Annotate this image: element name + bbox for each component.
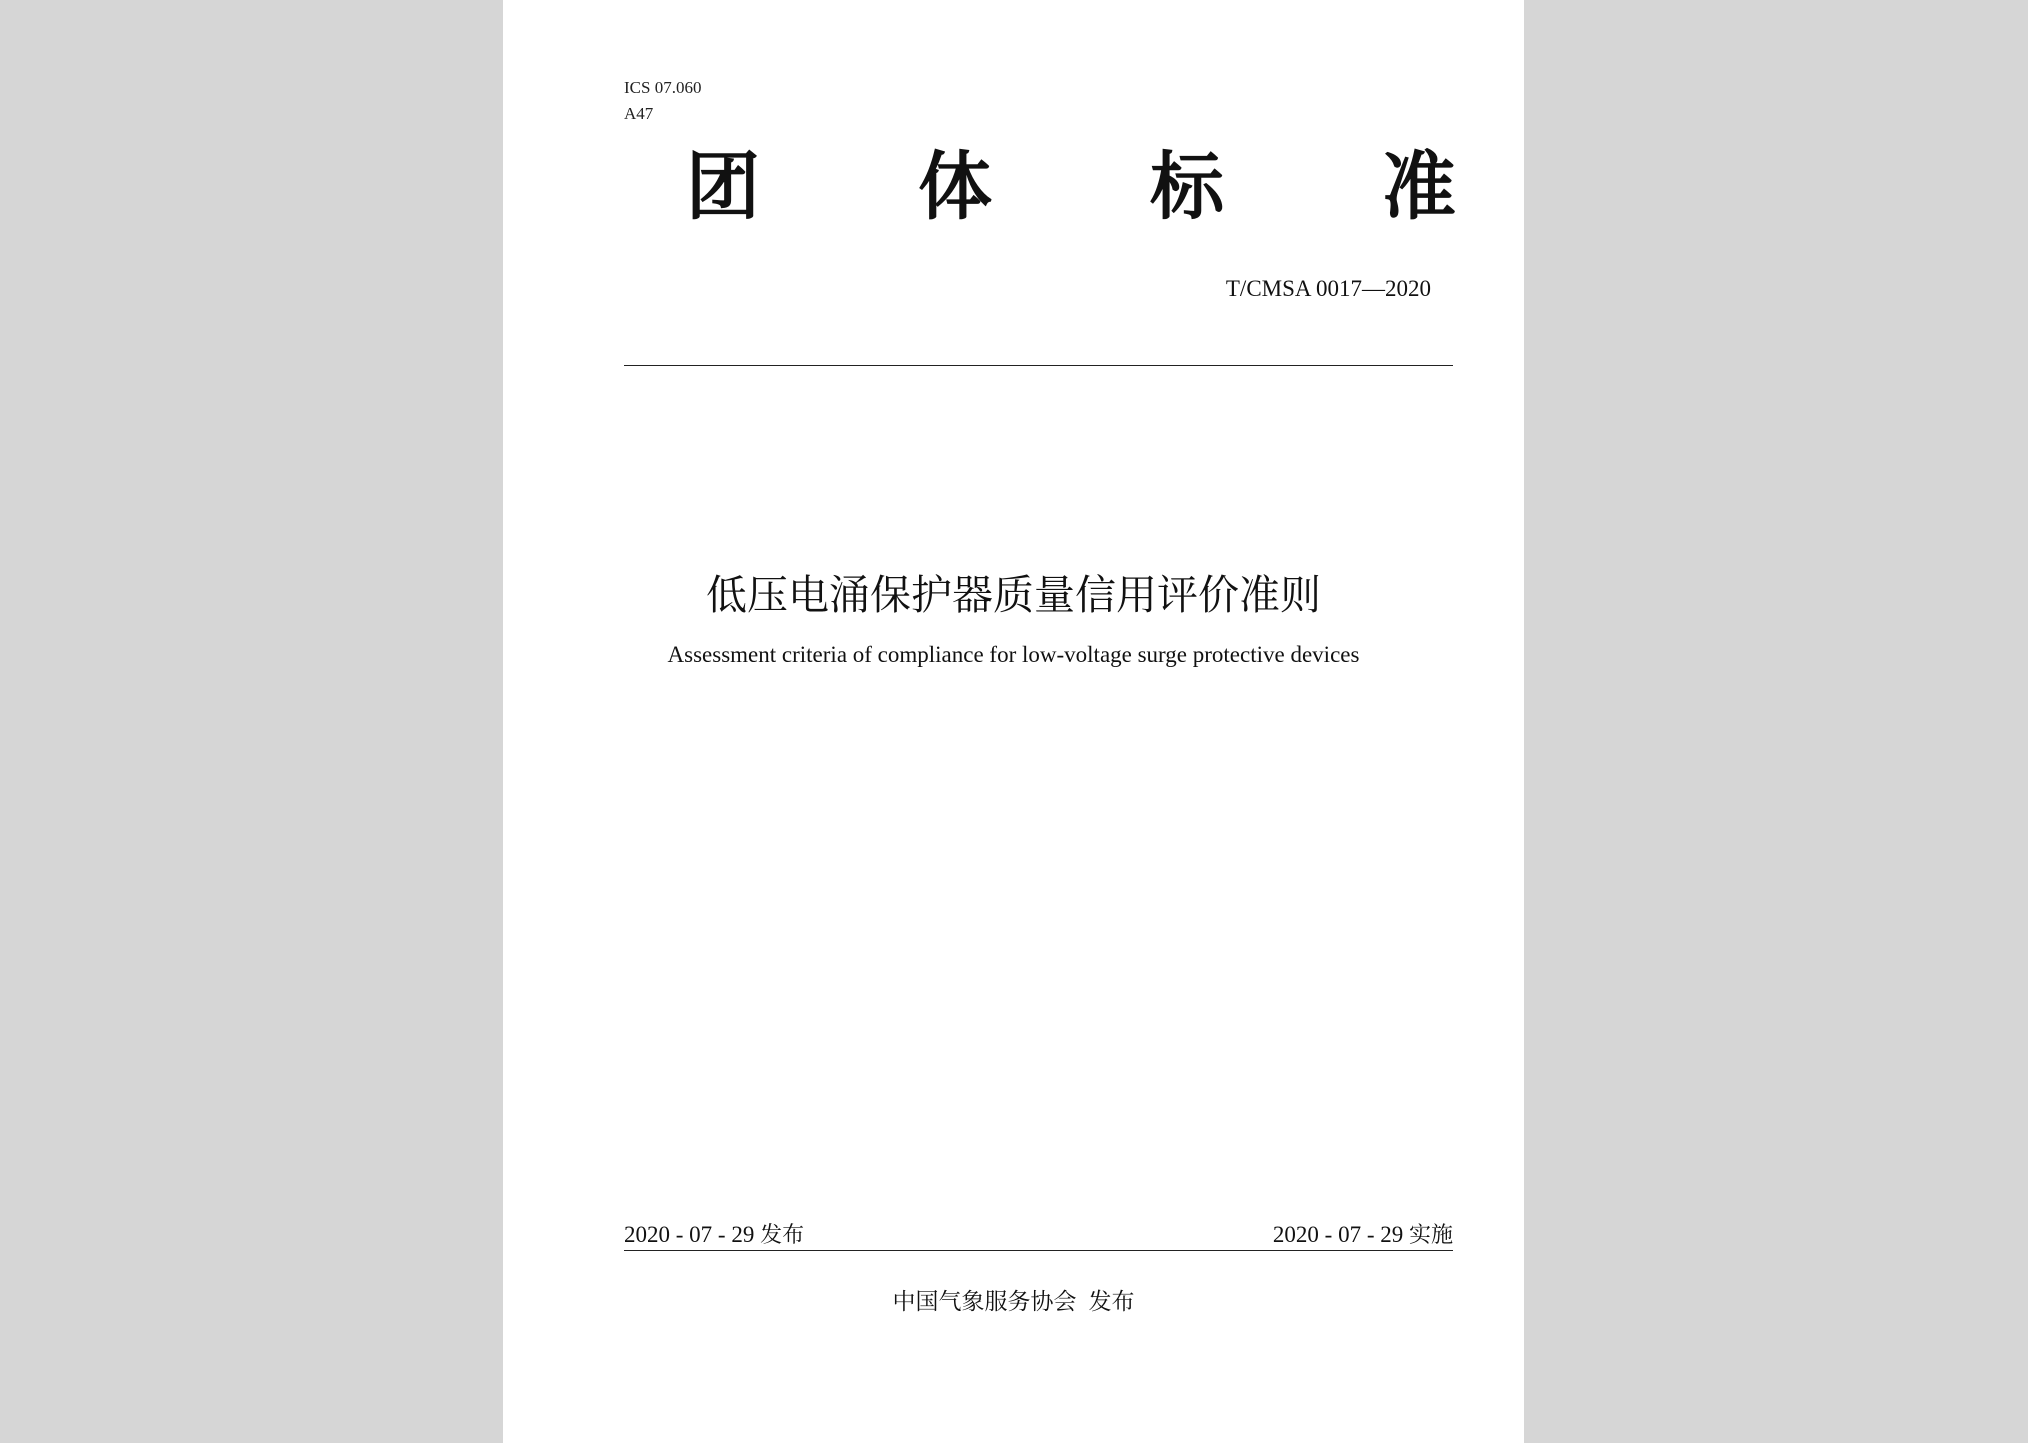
publisher-name: 中国气象服务协会 — [892, 1289, 1077, 1315]
title-english: Assessment criteria of compliance for low-voltage surge protective devices — [667, 642, 1360, 667]
document-page — [503, 0, 1524, 1443]
publisher-line — [503, 1283, 1524, 1316]
doc-type-char-4: 准 — [1382, 144, 1456, 230]
date-row — [624, 1220, 1453, 1251]
doc-type-char-2: 体 — [918, 144, 992, 230]
title-chinese: 低压电涌保护器质量信用评价准则 — [706, 571, 1321, 619]
doc-type-char-3: 标 — [1150, 144, 1224, 230]
ccs-code: A47 — [624, 104, 654, 123]
document-type-heading — [686, 144, 1456, 230]
implementation-info — [1273, 1218, 1453, 1249]
publisher-action: 发布 — [1088, 1289, 1135, 1315]
implementation-date: 2020 - 07 - 29 — [1272, 1222, 1404, 1247]
doc-type-char-1: 团 — [686, 144, 760, 230]
ics-code: ICS 07.060 — [624, 78, 702, 97]
header-divider — [624, 365, 1453, 366]
standard-number: T/CMSA 0017—2020 — [1225, 276, 1431, 301]
release-date: 2020 - 07 - 29 — [624, 1222, 755, 1247]
release-label: 发布 — [760, 1223, 805, 1248]
release-info — [624, 1218, 804, 1249]
implementation-label: 实施 — [1408, 1223, 1453, 1248]
